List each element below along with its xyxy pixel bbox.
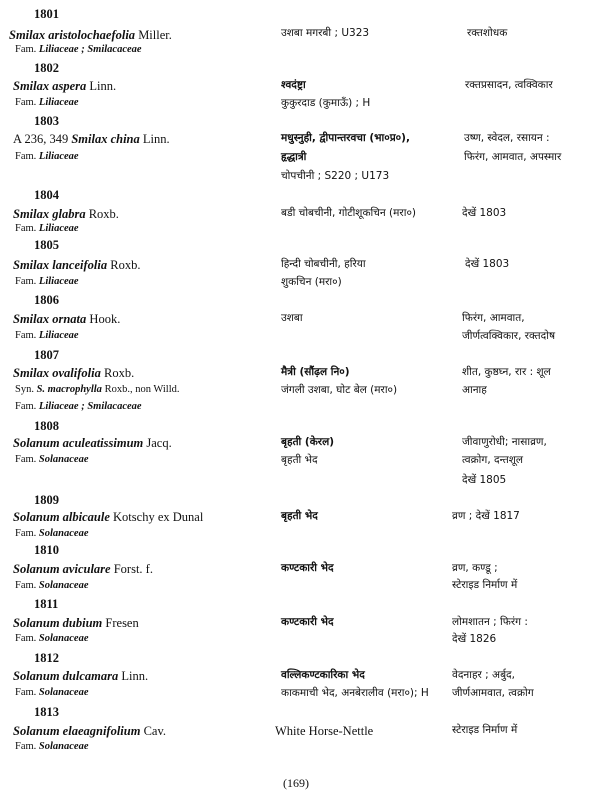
medicinal-use: रक्तप्रसादन, त्वक्विकार bbox=[465, 79, 553, 91]
family-text: Fam. bbox=[15, 687, 39, 698]
family-text: Fam. bbox=[15, 97, 39, 108]
species-authority: Linn. bbox=[86, 79, 117, 93]
family-text: Liliaceae bbox=[38, 276, 79, 287]
family-line bbox=[15, 331, 79, 342]
vernacular-name: बृहती (केरल) bbox=[281, 436, 335, 448]
genus-species: Smilax china bbox=[71, 132, 140, 146]
species-name bbox=[13, 617, 139, 630]
entry-number: 1807 bbox=[34, 348, 59, 362]
species-authority: Miller. bbox=[135, 28, 172, 42]
family-line bbox=[15, 98, 79, 109]
medicinal-use: व्रण, कण्डू ; bbox=[452, 562, 498, 574]
species-authority: Roxb. bbox=[107, 258, 141, 272]
species-name bbox=[13, 208, 119, 221]
entry-number: 1803 bbox=[34, 114, 59, 128]
species-authority: Kotschy ex Dunal bbox=[109, 510, 204, 524]
family-text: Roxb., non Willd. bbox=[101, 384, 180, 395]
species-authority: Cav. bbox=[140, 724, 167, 738]
family-text: Syn. bbox=[15, 384, 37, 395]
vernacular-name: वल्लिकण्टकारिका भेद bbox=[281, 669, 365, 681]
medicinal-use: जीर्णत्वक्विकार, रक्तदोष bbox=[462, 330, 556, 342]
entry-number: 1811 bbox=[34, 597, 59, 611]
family-text: Fam. bbox=[15, 276, 39, 287]
entry-number: 1813 bbox=[34, 705, 59, 719]
family-text: Solanaceae bbox=[38, 454, 89, 465]
medicinal-use: देखें 1803 bbox=[465, 258, 510, 270]
medicinal-use: देखें 1803 bbox=[462, 207, 507, 219]
vernacular-name: मधुस्नुही, द्वीपान्तरवचा (भा०प्र०), bbox=[281, 132, 410, 144]
medicinal-use: आनाह bbox=[462, 384, 487, 396]
species-name bbox=[9, 29, 172, 42]
medicinal-use: उष्ण, स्वेदल, रसायन : bbox=[464, 132, 550, 144]
species-name bbox=[13, 563, 153, 576]
species-name bbox=[13, 133, 170, 146]
family-line bbox=[15, 402, 142, 413]
family-text: Fam. bbox=[15, 44, 39, 55]
species-name bbox=[13, 670, 148, 683]
medicinal-use: लोमशातन ; फिरंग : bbox=[452, 616, 528, 628]
family-text: Liliaceae ; Smilacaceae bbox=[38, 44, 142, 55]
medicinal-use: त्वक्रोग, दन्तशूल bbox=[462, 454, 524, 466]
genus-species: Solanum dubium bbox=[13, 616, 103, 630]
genus-species: Smilax glabra bbox=[13, 207, 86, 221]
family-text: Liliaceae bbox=[38, 151, 79, 162]
family-text: Fam. bbox=[15, 528, 39, 539]
medicinal-use: देखें 1805 bbox=[462, 474, 507, 486]
genus-species: Solanum aculeatissimum bbox=[13, 436, 144, 450]
vernacular-name: हिन्दी चोबचीनी, हरिया bbox=[281, 258, 366, 270]
entry-number: 1802 bbox=[34, 61, 59, 75]
family-line bbox=[15, 224, 79, 235]
species-name bbox=[13, 367, 134, 380]
vernacular-name: कण्टकारी भेद bbox=[281, 616, 334, 628]
vernacular-name: काकमाची भेद, अनबेरालीव (मरा०); H bbox=[281, 687, 429, 699]
species-name bbox=[13, 511, 203, 524]
family-text: Fam. bbox=[15, 633, 39, 644]
species-authority: Linn. bbox=[118, 669, 149, 683]
family-text: Solanaceae bbox=[38, 580, 89, 591]
vernacular-name: शुकचिन (मरा०) bbox=[281, 276, 342, 288]
species-authority: Fresen bbox=[102, 616, 139, 630]
entry-number: 1808 bbox=[34, 419, 59, 433]
medicinal-use: फिरंग, आमवात, bbox=[462, 312, 525, 324]
genus-species: Smilax ornata bbox=[13, 312, 87, 326]
family-line bbox=[15, 634, 89, 645]
family-text: Fam. bbox=[15, 741, 39, 752]
family-line bbox=[15, 529, 89, 540]
family-line bbox=[15, 581, 89, 592]
vernacular-name: बृहती भेद bbox=[281, 454, 318, 466]
family-text: Fam. bbox=[15, 580, 39, 591]
family-text: Fam. bbox=[15, 454, 39, 465]
family-text: Solanaceae bbox=[38, 528, 89, 539]
family-text: Solanaceae bbox=[38, 687, 89, 698]
vernacular-name: जंगली उशबा, घोट बेल (मरा०) bbox=[281, 384, 398, 396]
vernacular-name: कण्टकारी भेद bbox=[281, 562, 334, 574]
medicinal-use: स्टेराइड निर्माण में bbox=[452, 724, 518, 736]
vernacular-name: उशबा मगरबी ; U323 bbox=[281, 27, 370, 39]
family-line bbox=[15, 455, 89, 466]
entry-number: 1812 bbox=[34, 651, 59, 665]
genus-species: Smilax ovalifolia bbox=[13, 366, 101, 380]
family-line bbox=[15, 385, 180, 396]
entry-number: 1806 bbox=[34, 293, 59, 307]
species-authority: Hook. bbox=[86, 312, 121, 326]
entry-number: 1801 bbox=[34, 7, 59, 21]
vernacular-name: उशबा bbox=[281, 312, 303, 324]
vernacular-name: हृद्धात्री bbox=[281, 151, 307, 163]
medicinal-use: स्टेराइड निर्माण में bbox=[452, 579, 518, 591]
medicinal-use: व्रण ; देखें 1817 bbox=[452, 510, 520, 522]
species-authority: Roxb. bbox=[85, 207, 119, 221]
family-text: Liliaceae ; Smilacaceae bbox=[38, 401, 142, 412]
species-name bbox=[13, 437, 172, 450]
medicinal-use: वेदनाहर ; अर्बुद, bbox=[452, 669, 515, 681]
species-name bbox=[13, 725, 166, 738]
family-line bbox=[15, 45, 142, 56]
vernacular-name: कुकुरदाड (कुमाऊँ) ; H bbox=[281, 97, 371, 109]
species-name bbox=[13, 313, 120, 326]
species-authority: Linn. bbox=[139, 132, 170, 146]
family-text: Fam. bbox=[15, 401, 39, 412]
vernacular-name: मैत्री (सौंढ़ल नि०) bbox=[281, 366, 350, 378]
species-authority: Roxb. bbox=[100, 366, 135, 380]
genus-species: Smilax aristolochaefolia bbox=[9, 28, 136, 42]
vernacular-name: बृहती भेद bbox=[281, 510, 318, 522]
vernacular-name: बडी चोबचीनी, गोटीशूकचिन (मरा०) bbox=[281, 207, 417, 219]
family-text: Solanaceae bbox=[38, 741, 89, 752]
vernacular-name: White Horse-Nettle bbox=[275, 724, 374, 738]
species-authority: Jacq. bbox=[143, 436, 172, 450]
family-text: Liliaceae bbox=[38, 223, 79, 234]
medicinal-use: रक्तशोधक bbox=[467, 27, 508, 39]
medicinal-use: जीवाणुरोधी; नासाव्रण, bbox=[462, 436, 547, 448]
genus-species: Smilax lanceifolia bbox=[13, 258, 108, 272]
medicinal-use: जीर्णआमवात, त्वक्रोग bbox=[452, 687, 534, 699]
family-text: Fam. bbox=[15, 330, 39, 341]
family-text: Liliaceae bbox=[38, 330, 79, 341]
species-authority: Forst. f. bbox=[110, 562, 153, 576]
vernacular-name: श्वदंष्ट्रा bbox=[281, 79, 306, 91]
medicinal-use: देखें 1826 bbox=[452, 633, 497, 645]
genus-species: Solanum dulcamara bbox=[13, 669, 119, 683]
genus-species: Solanum aviculare bbox=[13, 562, 111, 576]
family-text: Solanaceae bbox=[38, 633, 89, 644]
family-text: Liliaceae bbox=[38, 97, 79, 108]
entry-number: 1804 bbox=[34, 188, 59, 202]
species-name bbox=[13, 80, 116, 93]
family-text: Fam. bbox=[15, 223, 39, 234]
genus-species: Solanum albicaule bbox=[13, 510, 110, 524]
vernacular-name: चोपचीनी ; S220 ; U173 bbox=[281, 170, 390, 182]
family-line bbox=[15, 688, 89, 699]
medicinal-use: फिरंग, आमवात, अपस्मार bbox=[464, 151, 562, 163]
genus-species: Solanum elaeagnifolium bbox=[13, 724, 141, 738]
family-line bbox=[15, 152, 79, 163]
genus-species: Smilax aspera bbox=[13, 79, 87, 93]
page-number: (169) bbox=[283, 776, 309, 790]
entry-number: 1805 bbox=[34, 238, 59, 252]
family-text: S. macrophylla bbox=[36, 384, 102, 395]
entry-number: 1810 bbox=[34, 543, 59, 557]
reference-prefix: A 236, 349 bbox=[13, 132, 72, 146]
medicinal-use: शीत, कुष्ठघ्न, रार : शूल bbox=[462, 366, 551, 378]
species-name bbox=[13, 259, 140, 272]
entry-number: 1809 bbox=[34, 493, 59, 507]
family-text: Fam. bbox=[15, 151, 39, 162]
family-line bbox=[15, 277, 79, 288]
family-line bbox=[15, 742, 89, 753]
